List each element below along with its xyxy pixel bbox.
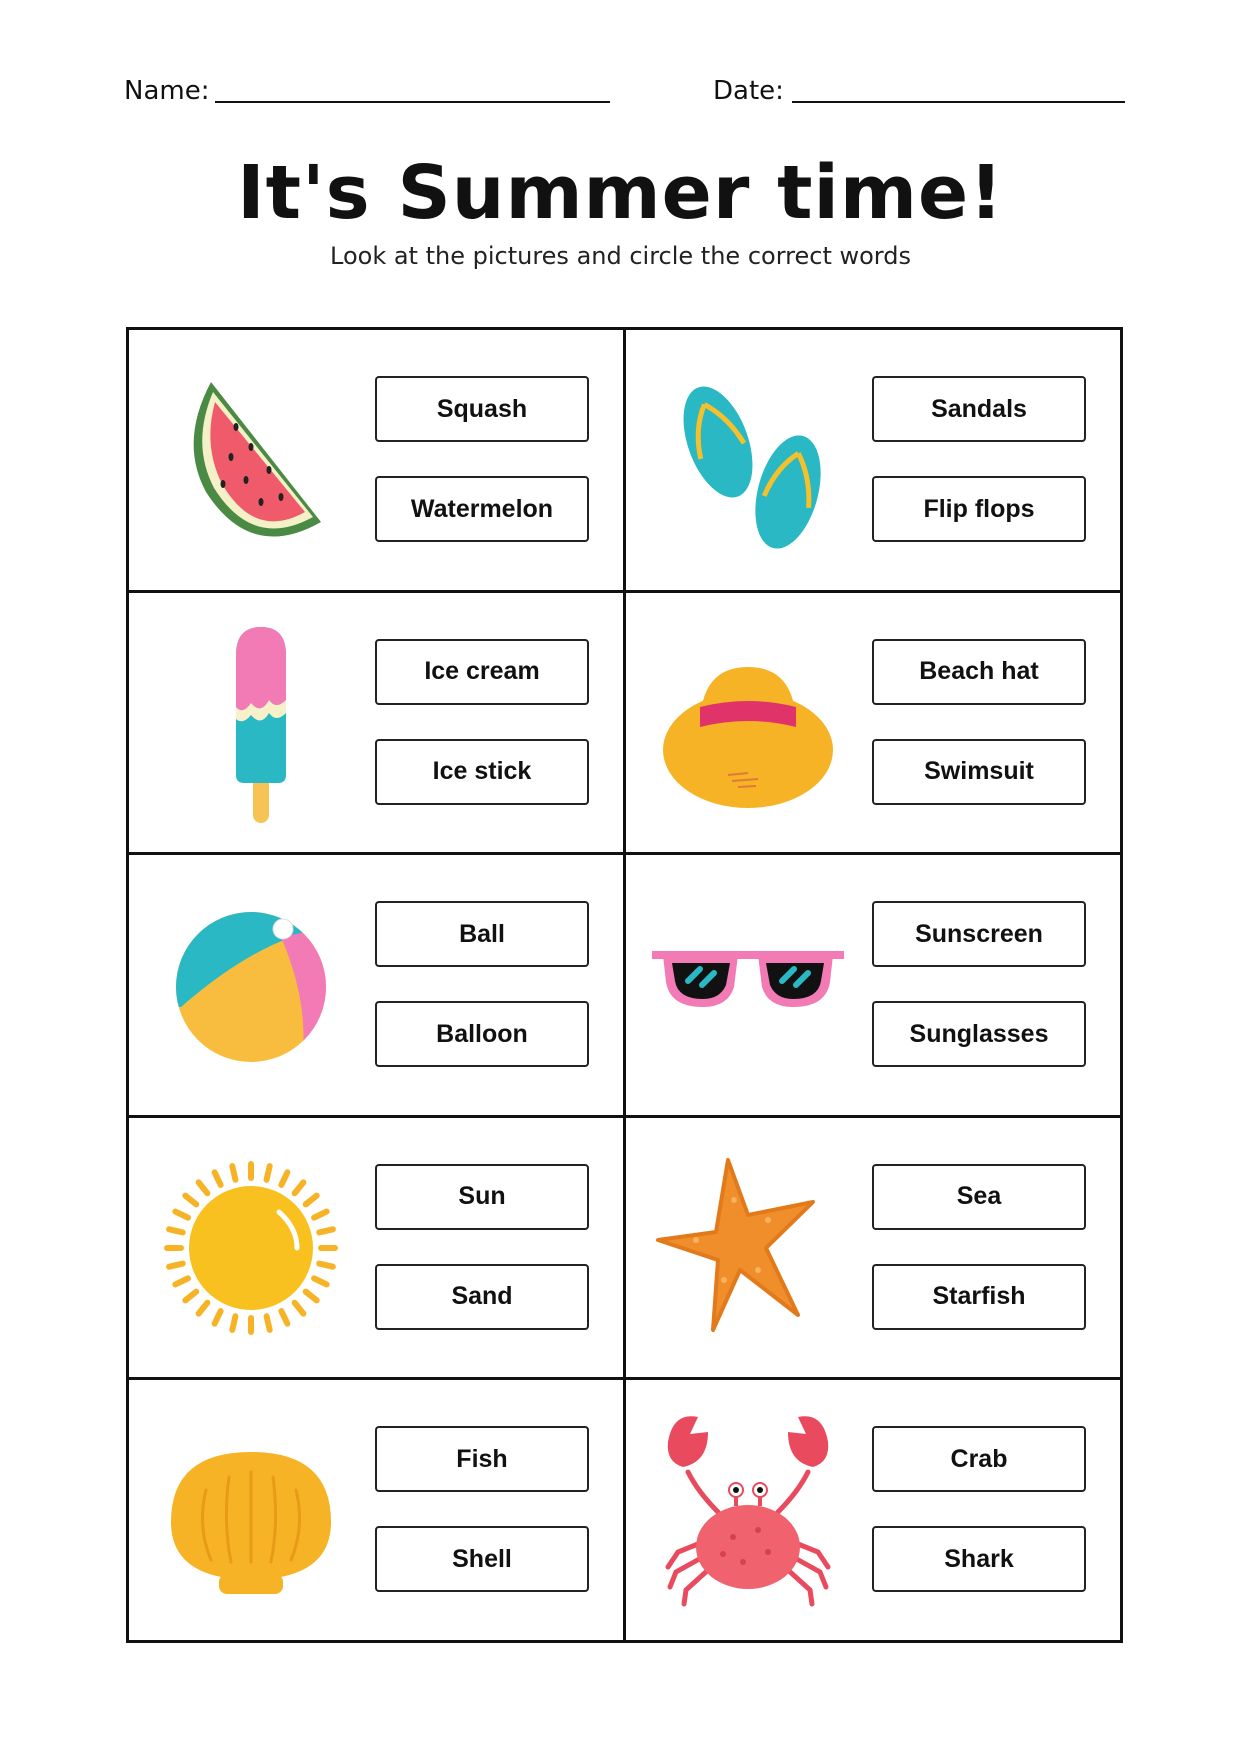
beach-hat-icon [648,615,848,830]
option-button[interactable]: Sun [375,1164,589,1230]
worksheet-cell [626,1118,1123,1381]
option-button[interactable]: Flip flops [872,476,1086,542]
date-input-line[interactable] [792,101,1125,103]
option-button[interactable]: Swimsuit [872,739,1086,805]
worksheet-cell [129,330,626,593]
worksheet-cell [129,1118,626,1381]
name-input-line[interactable] [215,101,610,103]
worksheet-cell [129,855,626,1118]
sunglasses-icon [648,877,848,1092]
option-button[interactable]: Fish [375,1426,589,1492]
option-button[interactable]: Shark [872,1526,1086,1592]
option-button[interactable]: Starfish [872,1264,1086,1330]
option-button[interactable]: Sunscreen [872,901,1086,967]
page-title: It's Summer time! [237,150,1004,236]
option-button[interactable]: Sea [872,1164,1086,1230]
worksheet-cell [129,593,626,856]
option-button[interactable]: Shell [375,1526,589,1592]
worksheet-cell [626,330,1123,593]
starfish-icon [648,1140,848,1355]
option-button[interactable]: Ice stick [375,739,589,805]
name-label: Name: [124,76,210,106]
worksheet-cell [626,1380,1123,1643]
worksheet-cell [626,593,1123,856]
option-button[interactable]: Ball [375,901,589,967]
watermelon-icon [151,352,351,567]
worksheet-grid [126,327,1123,1643]
crab-icon [648,1402,848,1617]
flip-flops-icon [648,352,848,567]
worksheet-cell [129,1380,626,1643]
beach-ball-icon [151,877,351,1092]
ice-stick-icon [151,615,351,830]
option-button[interactable]: Crab [872,1426,1086,1492]
worksheet-cell [626,855,1123,1118]
option-button[interactable]: Sand [375,1264,589,1330]
sun-icon [151,1140,351,1355]
shell-icon [151,1402,351,1617]
option-button[interactable]: Sandals [872,376,1086,442]
option-button[interactable]: Ice cream [375,639,589,705]
option-button[interactable]: Sunglasses [872,1001,1086,1067]
option-button[interactable]: Beach hat [872,639,1086,705]
instructions: Look at the pictures and circle the correct words [330,242,911,270]
option-button[interactable]: Balloon [375,1001,589,1067]
date-label: Date: [713,76,784,106]
option-button[interactable]: Squash [375,376,589,442]
option-button[interactable]: Watermelon [375,476,589,542]
